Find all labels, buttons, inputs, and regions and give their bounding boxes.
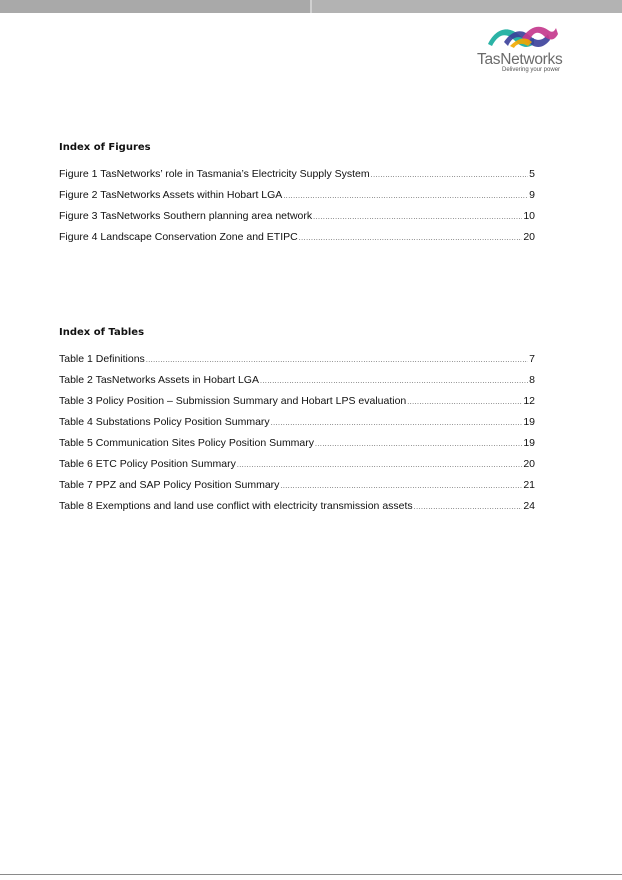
toc-entry-page: 19 <box>523 437 535 449</box>
toc-entry-title: Figure 4 Landscape Conservation Zone and ETIPC <box>59 231 298 243</box>
toc-entry-title: Table 6 ETC Policy Position Summary <box>59 458 236 470</box>
toc-entry-title: Table 4 Substations Policy Position Summary <box>59 416 270 428</box>
toc-entry-page: 19 <box>523 416 535 428</box>
toc-entry-page: 10 <box>523 210 535 222</box>
toc-leader-dots <box>407 395 522 407</box>
toc-leader-dots <box>283 189 528 201</box>
toc-entry-page: 7 <box>529 353 535 365</box>
figures-list <box>59 168 535 252</box>
toc-entry-page: 9 <box>529 189 535 201</box>
toc-entry-title: Figure 2 TasNetworks Assets within Hobart LGA <box>59 189 283 201</box>
toc-leader-dots <box>260 374 528 386</box>
toc-entry-page: 20 <box>523 231 535 243</box>
toc-entry-table[interactable] <box>59 353 535 374</box>
toc-entry-figure[interactable] <box>59 210 535 231</box>
header-bar <box>0 0 622 13</box>
toc-entry-figure[interactable] <box>59 189 535 210</box>
toc-leader-dots <box>313 210 522 222</box>
logo-tagline: Delivering your power <box>502 67 561 73</box>
toc-entry-title: Figure 1 TasNetworks’ role in Tasmania’s Electricity Supply System <box>59 168 370 180</box>
toc-entry-title: Table 7 PPZ and SAP Policy Position Summary <box>59 479 280 491</box>
toc-entry-table[interactable] <box>59 500 535 521</box>
toc-entry-page: 21 <box>523 479 535 491</box>
index-of-tables-heading: Index of Tables <box>59 327 145 338</box>
wave-logo-icon <box>474 22 570 52</box>
toc-leader-dots <box>299 231 523 243</box>
logo-wordmark: TasNetworks <box>477 51 563 68</box>
toc-leader-dots <box>371 168 529 180</box>
toc-entry-page: 12 <box>523 395 535 407</box>
toc-leader-dots <box>271 416 523 428</box>
index-of-figures-heading: Index of Figures <box>59 142 151 153</box>
toc-entry-title: Table 3 Policy Position – Submission Summary and Hobart LPS evaluation <box>59 395 407 407</box>
footer-rule <box>0 874 622 875</box>
toc-entry-page: 20 <box>523 458 535 470</box>
toc-entry-title: Figure 3 TasNetworks Southern planning area network <box>59 210 313 222</box>
toc-leader-dots <box>315 437 522 449</box>
toc-entry-title: Table 2 TasNetworks Assets in Hobart LGA <box>59 374 259 386</box>
tasnetworks-logo <box>474 22 570 78</box>
toc-leader-dots <box>146 353 528 365</box>
toc-entry-table[interactable] <box>59 374 535 395</box>
toc-entry-table[interactable] <box>59 479 535 500</box>
header-bar-left <box>0 0 310 13</box>
toc-entry-title: Table 1 Definitions <box>59 353 145 365</box>
toc-entry-title: Table 5 Communication Sites Policy Position Summary <box>59 437 315 449</box>
tables-list <box>59 353 535 521</box>
toc-entry-figure[interactable] <box>59 168 535 189</box>
toc-entry-page: 24 <box>523 500 535 512</box>
toc-entry-table[interactable] <box>59 395 535 416</box>
header-bar-right <box>312 0 622 13</box>
toc-entry-table[interactable] <box>59 437 535 458</box>
toc-entry-table[interactable] <box>59 458 535 479</box>
toc-entry-page: 5 <box>529 168 535 180</box>
toc-entry-figure[interactable] <box>59 231 535 252</box>
toc-entry-table[interactable] <box>59 416 535 437</box>
toc-leader-dots <box>414 500 523 512</box>
toc-entry-page: 8 <box>529 374 535 386</box>
toc-entry-title: Table 8 Exemptions and land use conflict with electricity transmission assets <box>59 500 413 512</box>
toc-leader-dots <box>237 458 522 470</box>
toc-leader-dots <box>280 479 522 491</box>
